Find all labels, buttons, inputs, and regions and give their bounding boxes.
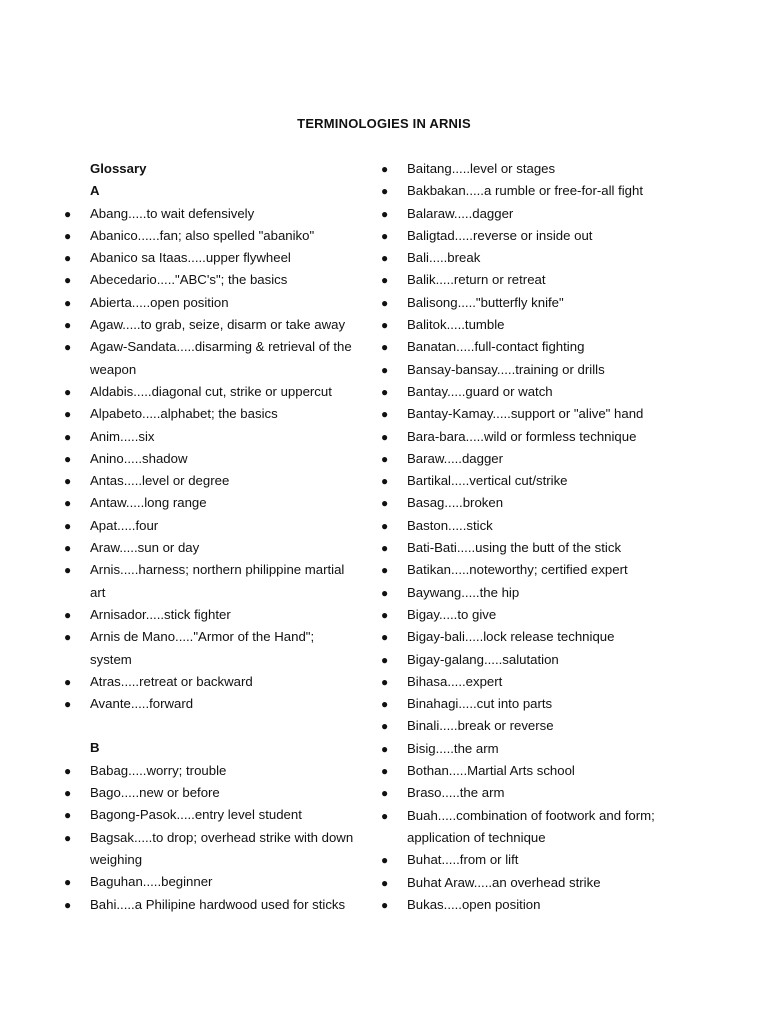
term-entry: Bartikal.....vertical cut/strike	[407, 473, 568, 489]
term-entry: Abang.....to wait defensively	[90, 205, 255, 221]
bullet-icon: ●	[381, 741, 389, 756]
term-entry: Agaw.....to grab, seize, disarm or take away	[90, 317, 346, 333]
term-entry: Banatan.....full-contact fighting	[407, 339, 585, 355]
list-item	[377, 537, 707, 559]
term-entry: Araw.....sun or day	[90, 540, 200, 556]
bullet-icon: ●	[381, 652, 389, 667]
term-entry: Balaraw.....dagger	[407, 205, 514, 221]
term-entry: Buah.....combination of footwork and form; application of technique	[407, 807, 655, 845]
bullet-icon: ●	[381, 251, 389, 266]
term-entry: Bigay-galang.....salutation	[407, 651, 559, 667]
section-a-heading: A	[90, 183, 100, 199]
term-entry: Bantay-Kamay.....support or "alive" hand	[407, 406, 644, 422]
bullet-icon: ●	[381, 875, 389, 890]
list-item	[377, 292, 707, 314]
term-entry: Abanico sa Itaas.....upper flywheel	[90, 250, 291, 266]
list-item	[60, 760, 358, 782]
section-b-heading: B	[90, 740, 100, 756]
list-item	[60, 804, 358, 826]
bullet-icon: ●	[381, 451, 389, 466]
list-item	[377, 693, 707, 715]
list-item	[60, 336, 358, 381]
term-entry: Abanico......fan; also spelled "abaniko"	[90, 227, 315, 243]
term-entry: Bagong-Pasok.....entry level student	[90, 807, 302, 823]
term-entry: Balik.....return or retreat	[407, 272, 546, 288]
term-entry: Bahi.....a Philipine hardwood used for sticks	[90, 896, 346, 912]
term-entry: Baitang.....level or stages	[407, 161, 556, 176]
bullet-icon: ●	[381, 518, 389, 533]
term-entry: Bantay.....guard or watch	[407, 383, 553, 399]
bullet-icon: ●	[381, 407, 389, 422]
list-item	[60, 827, 358, 872]
term-entry: Bukas.....open position	[407, 896, 541, 912]
term-entry: Antas.....level or degree	[90, 473, 230, 489]
list-item	[60, 626, 358, 671]
bullet-icon: ●	[381, 362, 389, 377]
bullet-icon: ●	[64, 451, 72, 466]
bullet-icon: ●	[381, 786, 389, 801]
list-item	[377, 359, 707, 381]
bullet-icon: ●	[64, 808, 72, 823]
term-entry: Arnis de Mano....."Armor of the Hand"; system	[90, 629, 315, 667]
term-entry: Balisong....."butterfly knife"	[407, 294, 564, 310]
list-item	[60, 426, 358, 448]
bullet-icon: ●	[381, 897, 389, 912]
list-item	[60, 492, 358, 514]
list-item	[377, 247, 707, 269]
list-item	[60, 448, 358, 470]
term-entry: Batikan.....noteworthy; certified expert	[407, 562, 628, 578]
bullet-icon: ●	[381, 429, 389, 444]
term-entry: Buhat Araw.....an overhead strike	[407, 874, 601, 890]
term-entry: Atras.....retreat or backward	[90, 673, 253, 689]
bullet-icon: ●	[64, 875, 72, 890]
bullet-icon: ●	[381, 228, 389, 243]
term-entry: Apat.....four	[90, 517, 159, 533]
list-item	[377, 760, 707, 782]
list-item	[60, 782, 358, 804]
term-entry: Baywang.....the hip	[407, 584, 520, 600]
bullet-icon: ●	[64, 228, 72, 243]
list-item	[60, 314, 358, 336]
term-entry: Buhat.....from or lift	[407, 852, 519, 868]
bullet-icon: ●	[64, 407, 72, 422]
bullet-icon: ●	[64, 340, 72, 355]
bullet-icon: ●	[64, 563, 72, 578]
bullet-icon: ●	[64, 763, 72, 778]
term-entry: Baguhan.....beginner	[90, 874, 213, 890]
right-column	[377, 158, 707, 916]
term-entry: Bigay-bali.....lock release technique	[407, 629, 615, 645]
list-item	[377, 894, 707, 916]
bullet-icon: ●	[381, 563, 389, 578]
list-item	[60, 871, 358, 893]
list-item	[60, 537, 358, 559]
bullet-icon: ●	[381, 340, 389, 355]
term-entry: Bagsak.....to drop; overhead strike with down weighing	[90, 829, 354, 867]
bullet-icon: ●	[64, 697, 72, 712]
term-entry: Agaw-Sandata.....disarming & retrieval of the weapon	[90, 339, 352, 377]
list-item	[60, 515, 358, 537]
list-item	[60, 671, 358, 693]
list-item	[60, 269, 358, 291]
bullet-icon: ●	[381, 764, 389, 779]
list-item	[60, 894, 358, 916]
list-item	[377, 649, 707, 671]
bullet-icon: ●	[381, 295, 389, 310]
bullet-icon: ●	[381, 206, 389, 221]
list-item	[60, 381, 358, 403]
bullet-icon: ●	[64, 630, 72, 645]
bullet-icon: ●	[381, 273, 389, 288]
bullet-icon: ●	[64, 251, 72, 266]
list-item	[377, 582, 707, 604]
term-entry: Binahagi.....cut into parts	[407, 696, 553, 712]
list-item	[377, 470, 707, 492]
bullet-icon: ●	[381, 384, 389, 399]
list-item	[377, 849, 707, 871]
bullet-icon: ●	[64, 830, 72, 845]
list-item	[377, 805, 707, 850]
term-entry: Baligtad.....reverse or inside out	[407, 227, 593, 243]
list-item	[377, 448, 707, 470]
bullet-icon: ●	[381, 808, 389, 823]
term-entry: Aldabis.....diagonal cut, strike or uppercut	[90, 383, 332, 399]
bullet-icon: ●	[64, 295, 72, 310]
term-entry: Bothan.....Martial Arts school	[407, 763, 575, 779]
list-item	[377, 671, 707, 693]
section-b-list	[60, 760, 358, 916]
term-entry: Bigay.....to give	[407, 606, 497, 622]
bullet-icon: ●	[64, 318, 72, 333]
glossary-heading: Glossary	[90, 161, 147, 176]
list-item	[60, 403, 358, 425]
list-item	[377, 158, 707, 180]
page-title: TERMINOLOGIES IN ARNIS	[297, 116, 471, 131]
list-item	[377, 626, 707, 648]
bullet-icon: ●	[64, 474, 72, 489]
bullet-icon: ●	[64, 496, 72, 511]
term-entry: Arnis.....harness; northern philippine martial art	[90, 562, 345, 600]
list-item	[60, 470, 358, 492]
bullet-icon: ●	[381, 541, 389, 556]
section-spacer	[60, 715, 358, 737]
left-column	[60, 158, 358, 916]
list-item	[377, 782, 707, 804]
term-entry: Braso.....the arm	[407, 785, 505, 801]
list-item	[377, 403, 707, 425]
list-item	[60, 292, 358, 314]
list-item	[60, 604, 358, 626]
bullet-icon: ●	[381, 697, 389, 712]
list-item	[377, 203, 707, 225]
bullet-icon: ●	[381, 162, 389, 176]
bullet-icon: ●	[381, 184, 389, 199]
list-item	[377, 426, 707, 448]
list-item	[377, 336, 707, 358]
bullet-icon: ●	[381, 719, 389, 734]
list-item	[377, 180, 707, 202]
section-a-list	[60, 203, 358, 716]
term-entry: Basag.....broken	[407, 495, 504, 511]
term-entry: Baraw.....dagger	[407, 450, 504, 466]
term-entry: Arnisador.....stick fighter	[90, 606, 231, 622]
list-item	[60, 693, 358, 715]
term-entry: Balitok.....tumble	[407, 317, 505, 333]
bullet-icon: ●	[381, 318, 389, 333]
bullet-icon: ●	[64, 786, 72, 801]
bullet-icon: ●	[381, 853, 389, 868]
list-item	[377, 872, 707, 894]
term-entry: Bali.....break	[407, 250, 481, 266]
bullet-icon: ●	[64, 607, 72, 622]
term-entry: Abecedario....."ABC's"; the basics	[90, 272, 288, 288]
list-item	[377, 225, 707, 247]
term-entry: Abierta.....open position	[90, 294, 229, 310]
term-entry: Bago.....new or before	[90, 785, 220, 801]
bullet-icon: ●	[381, 607, 389, 622]
term-entry: Baston.....stick	[407, 517, 493, 533]
bullet-icon: ●	[381, 496, 389, 511]
list-item	[60, 225, 358, 247]
list-item	[377, 314, 707, 336]
term-entry: Bati-Bati.....using the butt of the stick	[407, 540, 622, 556]
list-item	[377, 515, 707, 537]
bullet-icon: ●	[381, 674, 389, 689]
term-entry: Bakbakan.....a rumble or free-for-all fight	[407, 183, 644, 199]
list-item	[377, 492, 707, 514]
term-entry: Anim.....six	[90, 428, 155, 444]
section-b-continued-list	[377, 158, 707, 916]
bullet-icon: ●	[64, 541, 72, 556]
list-item	[377, 604, 707, 626]
list-item	[60, 559, 358, 604]
list-item	[377, 738, 707, 760]
bullet-icon: ●	[64, 518, 72, 533]
list-item	[60, 203, 358, 225]
bullet-icon: ●	[64, 384, 72, 399]
list-item	[60, 247, 358, 269]
bullet-icon: ●	[381, 630, 389, 645]
list-item	[377, 559, 707, 581]
term-entry: Antaw.....long range	[90, 495, 207, 511]
term-entry: Avante.....forward	[90, 696, 194, 712]
bullet-icon: ●	[64, 429, 72, 444]
term-entry: Bihasa.....expert	[407, 673, 503, 689]
term-entry: Alpabeto.....alphabet; the basics	[90, 406, 278, 422]
bullet-icon: ●	[64, 206, 72, 221]
bullet-icon: ●	[381, 474, 389, 489]
term-entry: Anino.....shadow	[90, 450, 188, 466]
term-entry: Bisig.....the arm	[407, 740, 499, 756]
list-item	[377, 269, 707, 291]
list-item	[377, 381, 707, 403]
bullet-icon: ●	[381, 585, 389, 600]
term-entry: Babag.....worry; trouble	[90, 762, 227, 778]
bullet-icon: ●	[64, 273, 72, 288]
list-item	[377, 715, 707, 737]
bullet-icon: ●	[64, 674, 72, 689]
term-entry: Binali.....break or reverse	[407, 718, 554, 734]
bullet-icon: ●	[64, 897, 72, 912]
term-entry: Bansay-bansay.....training or drills	[407, 361, 605, 377]
term-entry: Bara-bara.....wild or formless technique	[407, 428, 637, 444]
